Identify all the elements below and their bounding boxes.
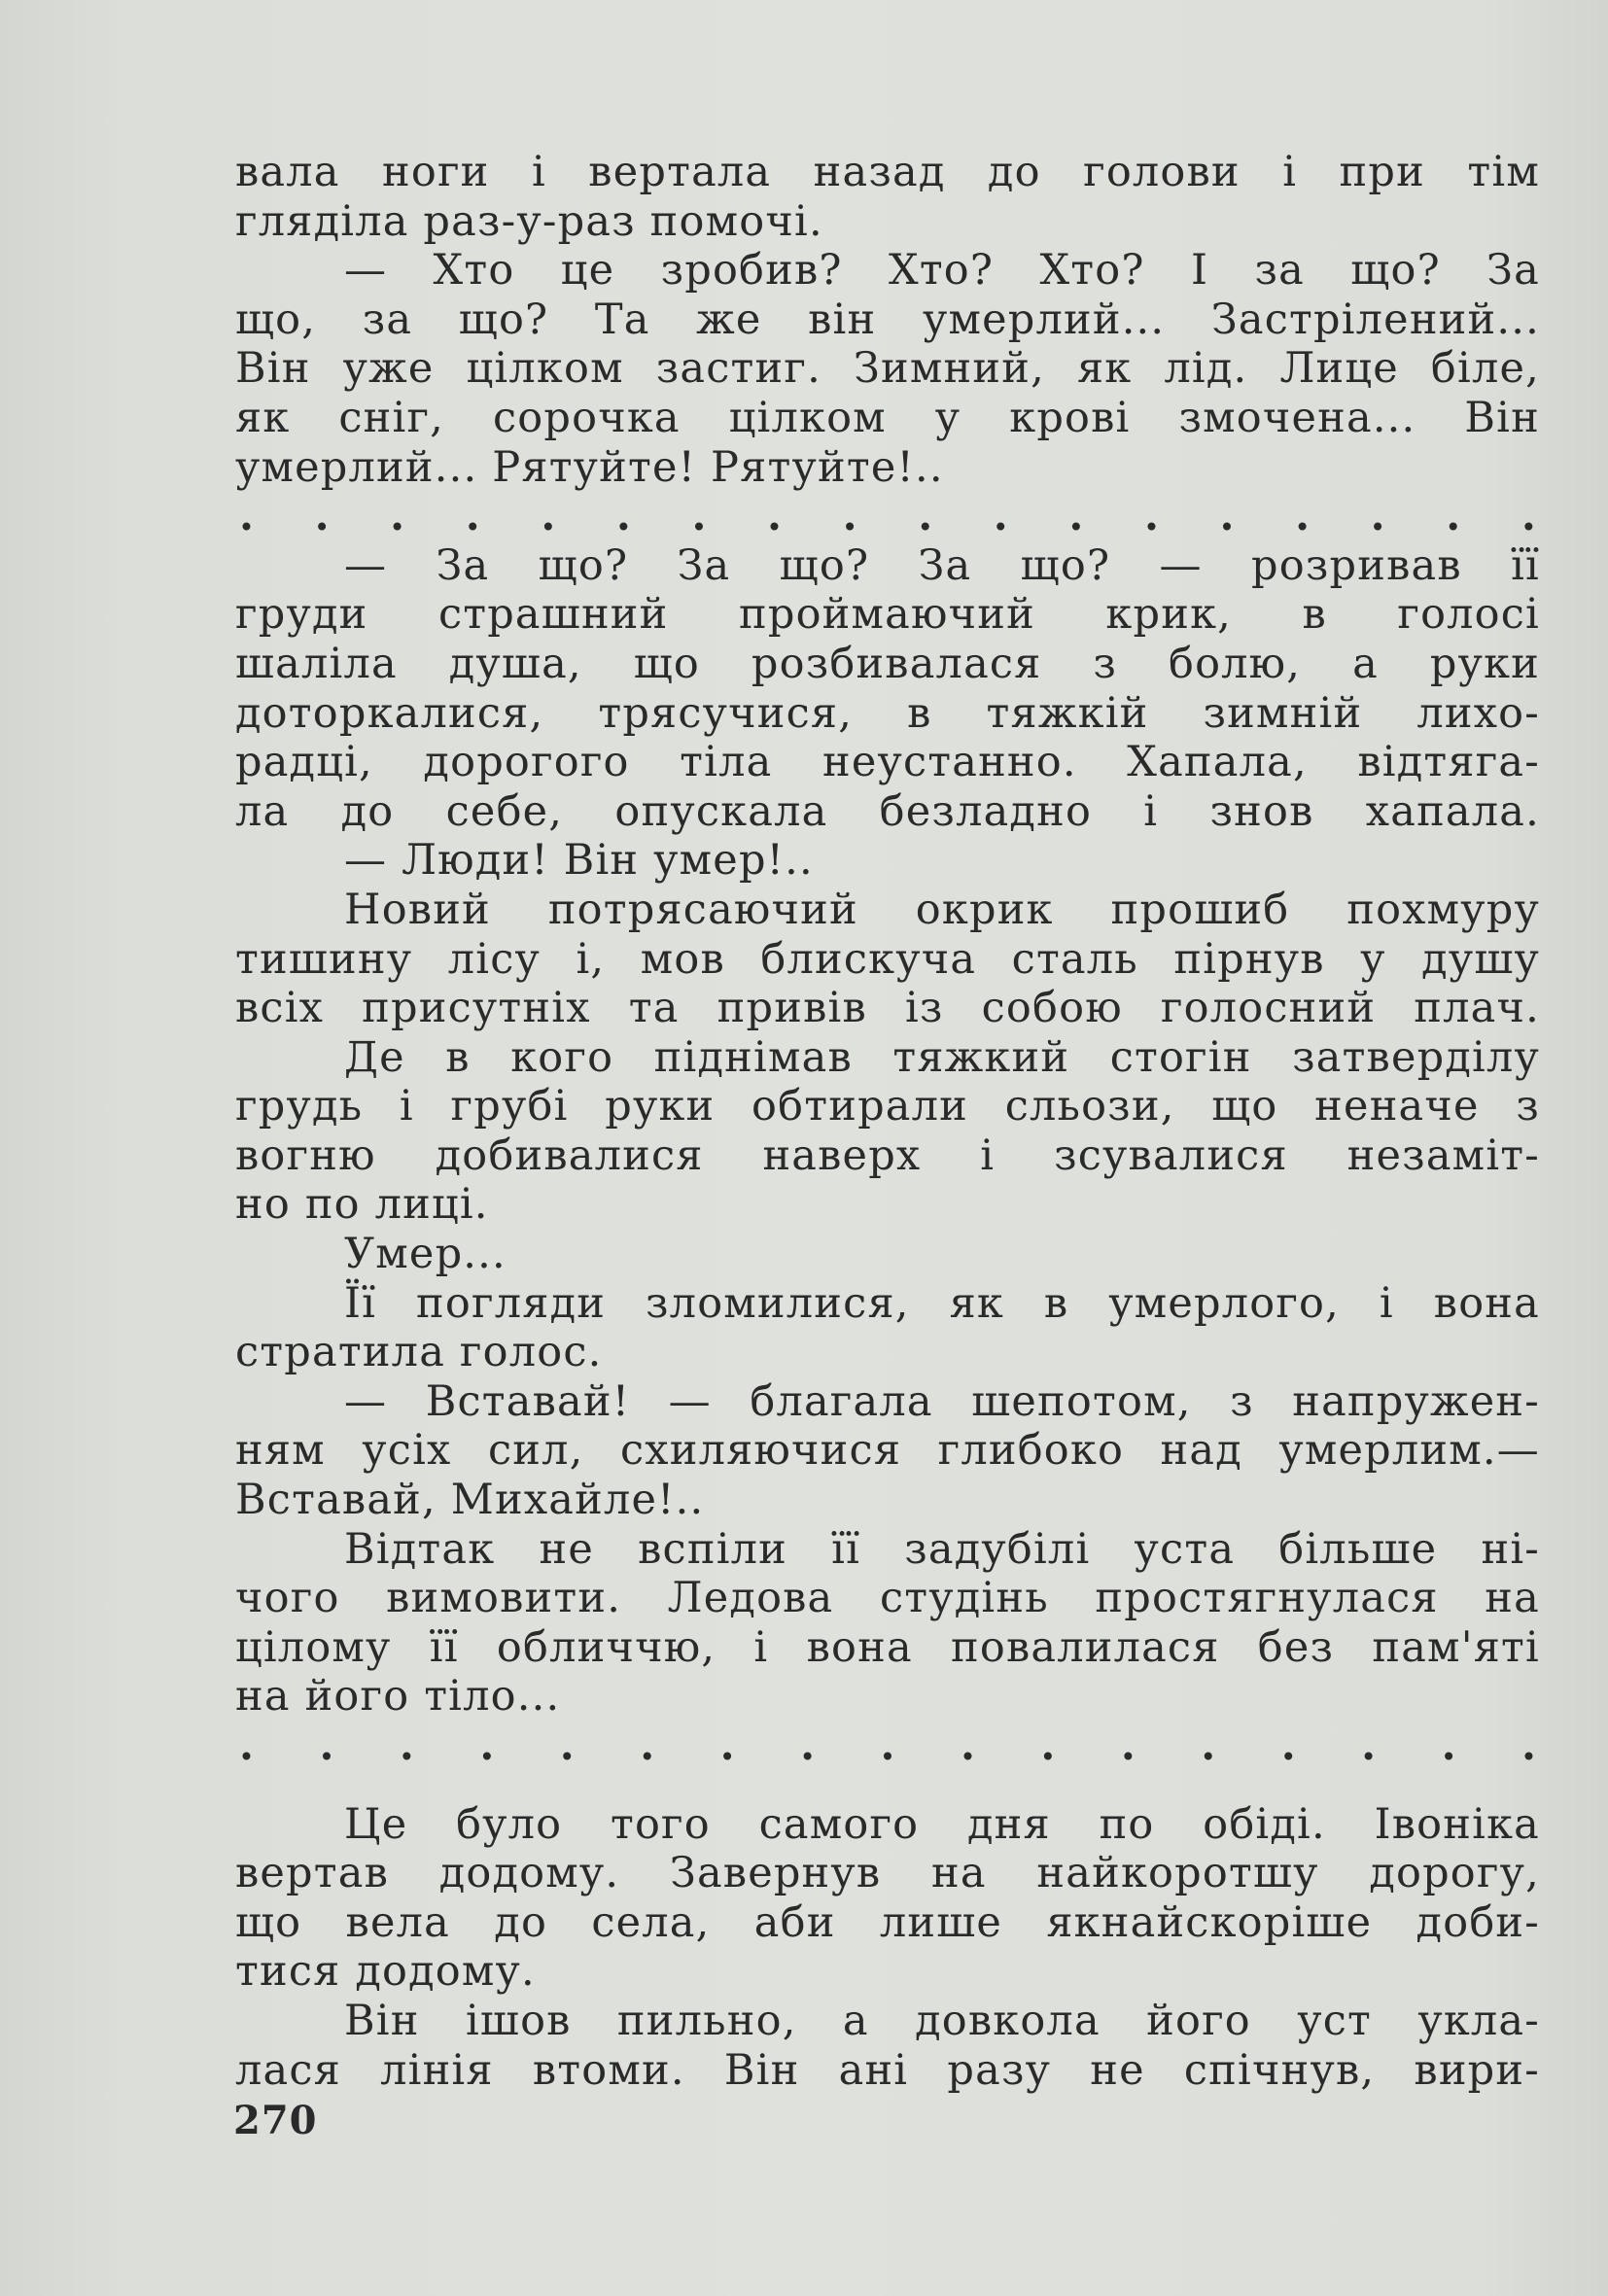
text-line: Відтак не вспіли її задубілі уста більше ні-	[344, 1524, 1540, 1574]
text-line: ням усіх сил, схиляючися глибоко над умерлим.—	[235, 1426, 1540, 1476]
text-line: Новий потрясаючий окрик прошиб похмуру	[344, 885, 1540, 934]
section-divider-dots: . . . . . . . . . . . . . . . . .	[239, 1722, 1536, 1770]
text-line: що вела до села, аби лише якнайскоріше доби-	[235, 1897, 1540, 1947]
text-line: всіх присутніх та привів із собою голосний плач.	[235, 984, 1540, 1033]
text-line: чого вимовити. Ледова студінь простягнулася на	[235, 1574, 1540, 1623]
text-line: ла до себе, опускала безладно і знов хапала.	[235, 786, 1540, 836]
text-line: умерлий... Рятуйте! Рятуйте!..	[235, 442, 944, 492]
section-divider-dots: . . . . . . . . . . . . . . . . . .	[239, 492, 1536, 541]
text-line: як сніг, сорочка цілком у крові змочена... Він	[235, 393, 1540, 442]
text-line: лася лінія втоми. Він ані разу не спічнув, вири-	[235, 2045, 1540, 2095]
text-line: вогню добивалися наверх і зсувалися незаміт-	[235, 1131, 1540, 1180]
text-line: грудь і грубі руки обтирали сльози, що неначе з	[235, 1082, 1540, 1131]
text-line: Умер...	[344, 1230, 507, 1279]
text-line: Він уже цілком застиг. Зимний, як лід. Лице біле,	[235, 344, 1540, 394]
text-line: доторкалися, трясучися, в тяжкій зимній лихо-	[235, 688, 1540, 738]
text-line: груди страшний проймаючий крик, в голосі	[235, 590, 1540, 640]
text-line: радці, дорогого тіла неустанно. Хапала, відтяга-	[235, 738, 1540, 787]
text-line: цілому її обличчю, і вона повалилася без пам'яті	[235, 1622, 1540, 1672]
text-line: Її погляди зломилися, як в умерлого, і вона	[344, 1278, 1540, 1328]
text-line: вала ноги і вертала назад до голови і при тім	[235, 148, 1540, 196]
text-line: на його тіло...	[235, 1672, 561, 1722]
text-line: — Вставай! — благала шепотом, з напружен-	[344, 1376, 1540, 1426]
text-line: що, за що? Та же він умерлий... Застрілений...	[235, 295, 1540, 344]
text-line: стратила голос.	[235, 1328, 603, 1377]
text-line: тишину лісу і, мов блискуча сталь пірнув у душу	[235, 934, 1540, 984]
body-text	[235, 148, 1540, 2095]
text-line: тися додому.	[235, 1947, 536, 1997]
text-line: Це було того самого дня по обіді. Івоніка	[344, 1799, 1540, 1849]
text-line: — Хто це зробив? Хто? Хто? І за що? За	[344, 246, 1540, 296]
text-line: шаліла душа, що розбивалася з болю, а руки	[235, 639, 1540, 688]
text-line: но по лиці.	[235, 1180, 489, 1230]
page-number: 270	[233, 2098, 318, 2143]
text-line: — За що? За що? За що? — розривав її	[344, 540, 1540, 590]
text-line: Де в кого піднімав тяжкий стогін затверділу	[344, 1032, 1540, 1082]
text-line: Він ішов пильно, а довкола його уст укла-	[344, 1996, 1540, 2045]
text-line: вертав додому. Завернув на найкоротшу дорогу,	[235, 1849, 1540, 1898]
text-line: гляділа раз-у-раз помочі.	[235, 196, 823, 246]
spacer	[235, 1771, 1540, 1800]
text-line: Вставай, Михайле!..	[235, 1476, 705, 1525]
text-line: — Люди! Він умер!..	[344, 836, 814, 886]
